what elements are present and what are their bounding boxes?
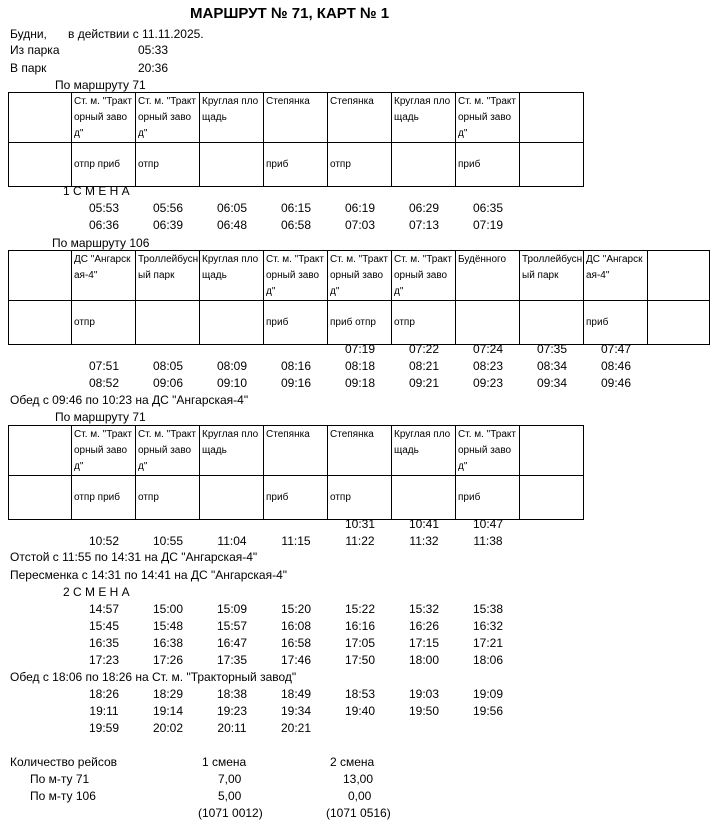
stop-event-cell: отпр [392,301,456,345]
effective-date: в действии с 11.11.2025. [68,27,204,41]
stop-name-cell: Круглая площадь [392,426,456,476]
time-cell: 17:26 [152,653,184,667]
stop-event-cell: отпр [72,301,136,345]
time-cell: 17:23 [88,653,120,667]
time-cell: 17:46 [280,653,312,667]
stop-event-cell [9,301,72,345]
time-cell: 15:00 [152,602,184,616]
time-cell: 15:20 [280,602,312,616]
time-row [0,686,718,703]
time-cell: 20:21 [280,721,312,735]
time-cell: 10:52 [88,534,120,548]
time-cell: 09:06 [152,376,184,390]
time-row [0,618,718,635]
stop-event-cell: приб [264,476,328,520]
stops-table-route-106 [8,250,710,345]
time-cell: 18:26 [88,687,120,701]
in-time: 20:36 [138,61,169,75]
time-cell: 15:09 [216,602,248,616]
time-cell: 09:18 [344,376,376,390]
shift-1-label: 1 С М Е Н А [63,184,130,198]
time-cell: 06:15 [280,201,312,215]
time-cell: 11:04 [217,534,247,548]
time-cell: 19:50 [408,704,440,718]
stop-name-cell [9,251,72,301]
time-cell: 15:32 [408,602,440,616]
stop-event-cell: приб [456,143,520,187]
stop-name-cell [9,93,72,143]
day-type: Будни, [10,27,47,41]
time-cell: 07:51 [88,359,120,373]
time-cell: 10:31 [344,517,376,531]
time-cell: 07:03 [344,218,376,232]
time-cell: 16:26 [408,619,440,633]
stop-event-cell [9,143,72,187]
route-71-label-2: По маршруту 71 [55,410,146,424]
stop-name-cell: Ст. м. "Тракторный завод" [72,93,136,143]
time-cell: 19:14 [152,704,184,718]
time-cell: 19:59 [88,721,120,735]
stop-name-cell: Будённого [456,251,520,301]
stop-event-cell [392,143,456,187]
stop-event-cell: отпр приб [72,476,136,520]
stop-event-cell [520,143,584,187]
time-row [0,635,718,652]
time-cell: 07:19 [472,218,504,232]
lunch-2-note: Обед с 18:06 по 18:26 на Ст. м. "Тракторный завод" [10,670,297,684]
stop-name-cell: Ст. м. "Тракторный завод" [136,426,200,476]
time-cell: 20:02 [152,721,184,735]
time-cell: 16:38 [152,636,184,650]
time-cell: 11:22 [345,534,375,548]
summary-route-71-label: По м-ту 71 [30,772,90,786]
summary-route-106-shift-1: 5,00 [218,789,242,803]
time-cell: 09:34 [536,376,568,390]
time-cell: 16:47 [216,636,248,650]
stop-event-cell: приб [264,301,328,345]
stop-event-cell [520,301,584,345]
time-cell: 15:57 [216,619,248,633]
stop-name-cell: Троллейбусный парк [520,251,584,301]
time-cell: 16:58 [280,636,312,650]
time-cell: 10:47 [472,517,504,531]
shift-change-note: Пересменка с 14:31 по 14:41 на ДС "Ангарская-4" [10,568,288,582]
time-cell: 11:32 [409,534,439,548]
time-cell: 07:35 [536,342,568,356]
time-cell: 08:52 [88,376,120,390]
stop-name-cell [9,426,72,476]
time-cell: 18:00 [408,653,440,667]
summary-route-71-shift-1: 7,00 [218,772,242,786]
time-cell: 18:49 [280,687,312,701]
stop-event-cell [136,301,200,345]
time-cell: 17:15 [408,636,440,650]
time-cell: 15:38 [472,602,504,616]
stop-name-cell: Ст. м. "Тракторный завод" [136,93,200,143]
stop-name-cell: Ст. м. "Тракторный завод" [328,251,392,301]
stop-event-cell [456,301,520,345]
stop-event-cell: отпр [136,143,200,187]
stop-name-cell: ДС "Ангарская-4" [72,251,136,301]
out-label: Из парка [10,43,60,57]
time-cell: 11:15 [281,534,311,548]
summary-col-shift-1: 1 смена [202,755,247,769]
stop-name-cell: Круглая площадь [200,251,264,301]
time-cell: 08:09 [216,359,248,373]
stop-event-cell: отпр [328,143,392,187]
time-cell: 18:06 [472,653,504,667]
time-row [0,703,718,720]
stop-name-cell: Ст. м. "Тракторный завод" [264,251,328,301]
time-cell: 19:34 [280,704,312,718]
time-cell: 19:11 [89,704,119,718]
stop-name-cell: Ст. м. "Тракторный завод" [456,93,520,143]
time-row [0,341,718,358]
time-cell: 15:22 [344,602,376,616]
time-row [0,200,718,217]
time-cell: 15:45 [88,619,120,633]
time-cell: 15:48 [152,619,184,633]
stop-name-cell: Степянка [328,93,392,143]
stop-name-cell: Степянка [264,426,328,476]
time-cell: 19:56 [472,704,504,718]
time-cell: 08:05 [152,359,184,373]
stop-event-cell: приб отпр [328,301,392,345]
time-cell: 19:40 [344,704,376,718]
summary-col-shift-2: 2 смена [330,755,375,769]
time-cell: 09:16 [280,376,312,390]
time-cell: 08:16 [280,359,312,373]
time-cell: 10:55 [152,534,184,548]
time-row [0,358,718,375]
time-cell: 19:03 [408,687,440,701]
time-cell: 09:46 [600,376,632,390]
summary-route-71-shift-2: 13,00 [343,772,374,786]
time-cell: 11:38 [473,534,503,548]
time-cell: 18:38 [216,687,248,701]
stop-name-cell: Ст. м. "Тракторный завод" [392,251,456,301]
time-row [0,217,718,234]
summary-route-106-label: По м-ту 106 [30,789,96,803]
time-row [0,375,718,392]
stop-name-cell [520,93,584,143]
time-row [0,516,718,533]
stop-name-cell: Троллейбусный парк [136,251,200,301]
time-row [0,601,718,618]
out-time: 05:33 [138,43,169,57]
in-label: В парк [10,61,47,75]
stop-event-cell: приб [264,143,328,187]
stop-event-cell [200,476,264,520]
stop-name-cell [520,426,584,476]
time-cell: 08:46 [600,359,632,373]
summary-route-106-shift-2: 0,00 [348,789,372,803]
time-cell: 07:24 [472,342,504,356]
time-cell: 08:21 [408,359,440,373]
time-cell: 09:21 [408,376,440,390]
route-71-label: По маршруту 71 [55,78,146,92]
time-cell: 08:18 [344,359,376,373]
rest-note: Отстой с 11:55 по 14:31 на ДС "Ангарская-4" [10,550,258,564]
time-cell: 06:05 [216,201,248,215]
stop-name-cell: Круглая площадь [392,93,456,143]
time-cell: 16:35 [88,636,120,650]
stop-event-cell [648,301,710,345]
stop-event-cell [200,143,264,187]
stop-name-cell: Ст. м. "Тракторный завод" [456,426,520,476]
time-cell: 06:19 [344,201,376,215]
time-cell: 07:19 [344,342,376,356]
time-cell: 09:10 [216,376,248,390]
time-cell: 10:41 [408,517,440,531]
stops-table-route-71 [8,92,584,187]
stop-name-cell: Степянка [264,93,328,143]
stop-name-cell: Круглая площадь [200,93,264,143]
time-cell: 09:23 [472,376,504,390]
stop-event-cell: приб [584,301,648,345]
time-row [0,720,718,737]
summary-code-shift-1: (1071 0012) [198,806,263,820]
stops-table-route-71-2 [8,425,584,520]
stop-event-cell [392,476,456,520]
time-cell: 19:23 [216,704,248,718]
time-cell: 06:48 [216,218,248,232]
time-row [0,652,718,669]
time-cell: 06:29 [408,201,440,215]
time-cell: 14:57 [88,602,120,616]
time-cell: 07:13 [408,218,440,232]
stop-event-cell: отпр [136,476,200,520]
shift-2-label: 2 С М Е Н А [63,585,130,599]
time-cell: 17:50 [344,653,376,667]
time-cell: 08:34 [536,359,568,373]
time-cell: 20:11 [217,721,247,735]
time-cell: 06:58 [280,218,312,232]
stop-name-cell: Ст. м. "Тракторный завод" [72,426,136,476]
summary-code-shift-2: (1071 0516) [326,806,391,820]
time-cell: 06:36 [88,218,120,232]
route-106-label: По маршруту 106 [52,236,150,250]
stop-event-cell: отпр приб [72,143,136,187]
time-cell: 06:35 [472,201,504,215]
time-cell: 05:53 [88,201,120,215]
time-cell: 16:32 [472,619,504,633]
time-cell: 17:35 [216,653,248,667]
stop-event-cell [9,476,72,520]
stop-event-cell: приб [456,476,520,520]
time-cell: 17:05 [344,636,376,650]
stop-name-cell [648,251,710,301]
time-cell: 16:16 [344,619,376,633]
time-cell: 06:39 [152,218,184,232]
stop-event-cell [520,476,584,520]
stop-name-cell: Степянка [328,426,392,476]
time-row [0,533,718,550]
time-cell: 19:09 [472,687,504,701]
stop-name-cell: ДС "Ангарская-4" [584,251,648,301]
time-cell: 18:53 [344,687,376,701]
time-cell: 18:29 [152,687,184,701]
time-cell: 17:21 [472,636,504,650]
summary-label: Количество рейсов [10,755,118,769]
time-cell: 07:22 [408,342,440,356]
time-cell: 07:47 [600,342,632,356]
stop-event-cell [200,301,264,345]
page-title: МАРШРУТ № 71, КАРТ № 1 [190,5,390,22]
stop-event-cell: отпр [328,476,392,520]
time-cell: 05:56 [152,201,184,215]
time-cell: 16:08 [280,619,312,633]
lunch-1-note: Обед с 09:46 по 10:23 на ДС "Ангарская-4" [10,393,249,407]
stop-name-cell: Круглая площадь [200,426,264,476]
time-cell: 08:23 [472,359,504,373]
